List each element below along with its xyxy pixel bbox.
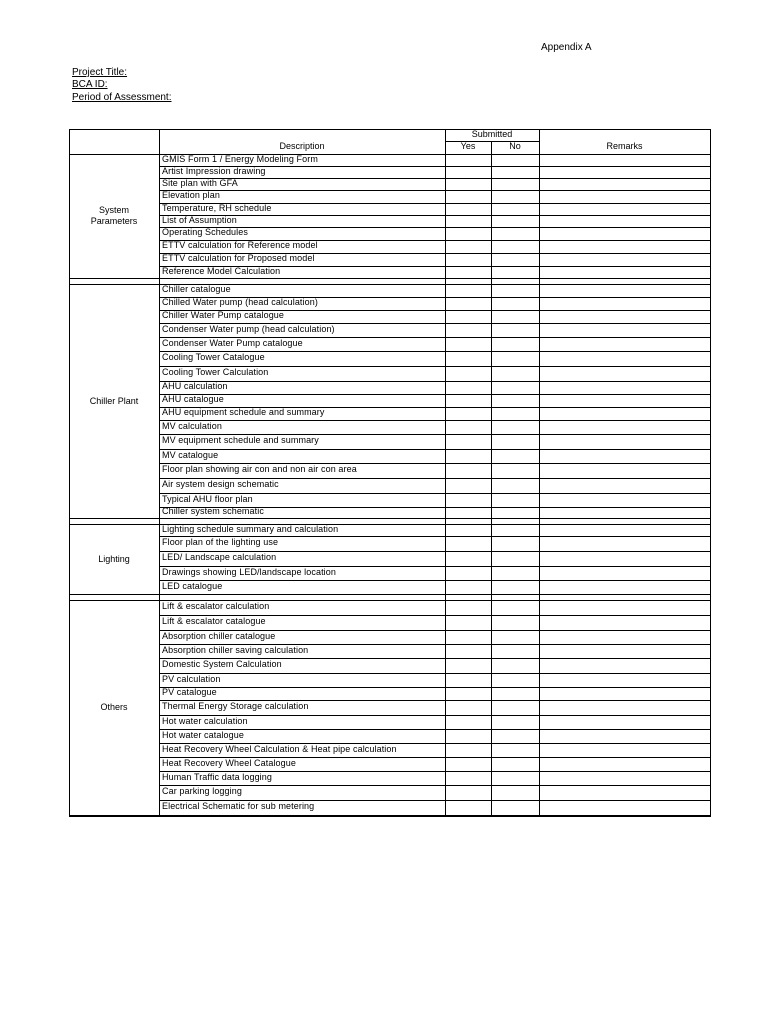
row-divider <box>159 580 711 581</box>
row-divider <box>159 673 711 674</box>
project-title-label: Project Title: <box>72 67 128 78</box>
header-remarks: Remarks <box>606 141 643 151</box>
header-no: No <box>509 141 521 151</box>
row-divider <box>159 215 711 216</box>
checklist-item: Lift & escalator catalogue <box>162 616 266 626</box>
checklist-item: Lighting schedule summary and calculation <box>162 524 339 534</box>
row-divider <box>159 394 711 395</box>
header-yes: Yes <box>460 141 476 151</box>
checklist-item: LED/ Landscape calculation <box>162 552 277 562</box>
row-divider <box>159 687 711 688</box>
header-description: Description <box>279 141 325 151</box>
checklist-item: Condenser Water Pump catalogue <box>162 338 303 348</box>
checklist-item: GMIS Form 1 / Energy Modeling Form <box>162 154 318 164</box>
checklist-item: Car parking logging <box>162 786 242 796</box>
column-divider <box>539 129 540 816</box>
bca-id-label: BCA ID: <box>72 79 108 90</box>
category-label: Chiller Plant <box>89 396 139 406</box>
category-label: Lighting <box>98 554 130 564</box>
category-label: System Parameters <box>90 205 138 226</box>
column-divider <box>159 129 160 816</box>
checklist-item: Air system design schematic <box>162 479 279 489</box>
submission-checklist-table <box>69 129 711 816</box>
checklist-item: Absorption chiller catalogue <box>162 631 276 641</box>
checklist-item: Electrical Schematic for sub metering <box>162 801 315 811</box>
checklist-item: Cooling Tower Calculation <box>162 367 269 377</box>
checklist-item: Operating Schedules <box>162 227 248 237</box>
section-divider <box>69 815 711 816</box>
checklist-item: LED catalogue <box>162 581 223 591</box>
checklist-item: MV calculation <box>162 421 222 431</box>
checklist-item: Typical AHU floor plan <box>162 494 253 504</box>
row-divider <box>159 449 711 450</box>
checklist-item: Chiller system schematic <box>162 506 264 516</box>
checklist-item: Domestic System Calculation <box>162 659 282 669</box>
checklist-item: Thermal Energy Storage calculation <box>162 701 309 711</box>
checklist-item: Floor plan showing air con and non air con area <box>162 464 357 474</box>
row-divider <box>159 381 711 382</box>
checklist-item: Artist Impression drawing <box>162 166 266 176</box>
checklist-item: Hot water catalogue <box>162 730 244 740</box>
checklist-item: ETTV calculation for Reference model <box>162 240 318 250</box>
row-divider <box>159 178 711 179</box>
checklist-item: Chiller catalogue <box>162 284 231 294</box>
category-label: Others <box>100 702 128 712</box>
checklist-item: Elevation plan <box>162 190 220 200</box>
header-submitted: Submitted <box>471 129 513 139</box>
checklist-item: Reference Model Calculation <box>162 266 281 276</box>
checklist-item: Absorption chiller saving calculation <box>162 645 309 655</box>
checklist-item: Human Traffic data logging <box>162 772 272 782</box>
checklist-item: Hot water calculation <box>162 716 248 726</box>
checklist-item: PV catalogue <box>162 687 217 697</box>
section-divider <box>69 518 711 519</box>
column-divider <box>445 129 446 816</box>
checklist-item: Chilled Water pump (head calculation) <box>162 297 318 307</box>
checklist-item: Drawings showing LED/landscape location <box>162 567 336 577</box>
checklist-item: Chiller Water Pump catalogue <box>162 310 285 320</box>
table-border-bottom <box>69 816 711 817</box>
assessment-period-label: Period of Assessment: <box>72 92 172 103</box>
checklist-item: MV catalogue <box>162 450 219 460</box>
checklist-item: AHU calculation <box>162 381 228 391</box>
section-divider <box>69 594 711 595</box>
checklist-item: List of Assumption <box>162 215 237 225</box>
checklist-item: Condenser Water pump (head calculation) <box>162 324 335 334</box>
checklist-item: MV equipment schedule and summary <box>162 435 319 445</box>
checklist-item: AHU equipment schedule and summary <box>162 407 325 417</box>
row-divider <box>159 190 711 191</box>
checklist-item: Cooling Tower Catalogue <box>162 352 265 362</box>
table-border-right <box>710 129 711 816</box>
checklist-item: AHU catalogue <box>162 394 224 404</box>
checklist-item: Floor plan of the lighting use <box>162 537 279 547</box>
checklist-item: Heat Recovery Wheel Calculation & Heat pipe calculation <box>162 744 397 754</box>
section-divider <box>69 278 711 279</box>
row-divider <box>159 420 711 421</box>
checklist-item: Lift & escalator calculation <box>162 601 270 611</box>
checklist-item: Temperature, RH schedule <box>162 203 272 213</box>
table-border-top <box>69 129 711 130</box>
checklist-item: Heat Recovery Wheel Catalogue <box>162 758 296 768</box>
checklist-item: ETTV calculation for Proposed model <box>162 253 315 263</box>
appendix-label: Appendix A <box>541 42 592 53</box>
checklist-item: Site plan with GFA <box>162 178 238 188</box>
checklist-item: PV calculation <box>162 674 221 684</box>
